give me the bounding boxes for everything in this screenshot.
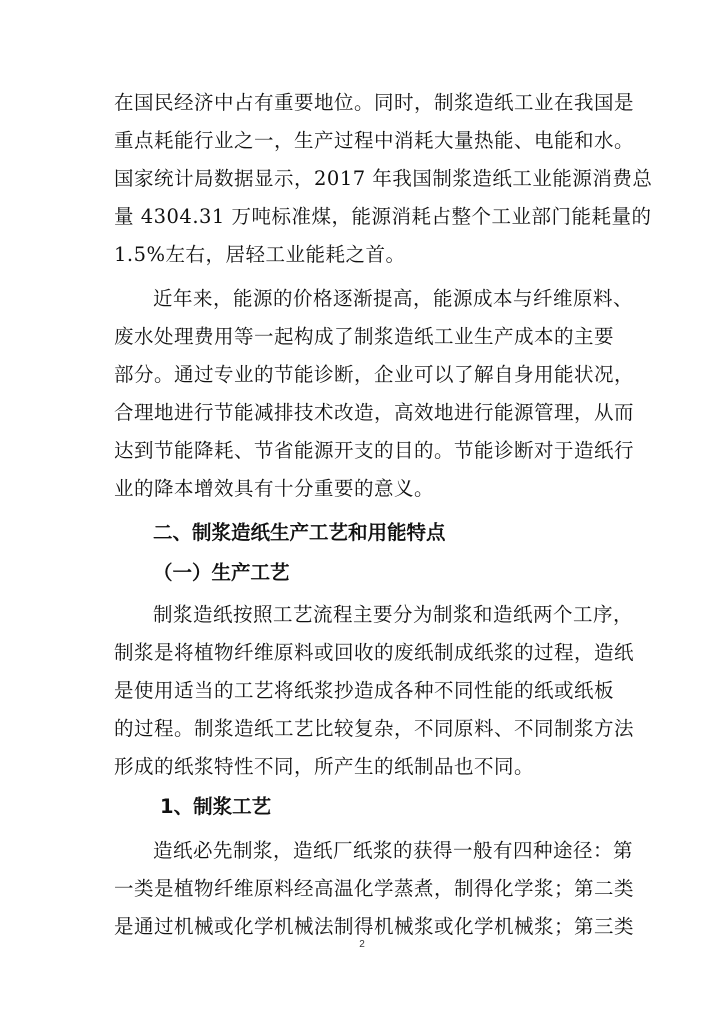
paragraph-line: 造纸必先制浆，造纸厂纸浆的获得一般有四种途径：第 — [153, 839, 634, 862]
paragraph-line: 合理地进行节能减排技术改造，高效地进行能源管理，从而 — [114, 401, 635, 424]
paragraph-line: 国家统计局数据显示，2017 年我国制浆造纸工业能源消费总 — [114, 167, 653, 190]
paragraph-line: 是使用适当的工艺将纸浆抄造成各种不同性能的纸或纸板 — [114, 679, 615, 702]
paragraph-line: 的过程。制浆造纸工艺比较复杂，不同原料、不同制浆方法 — [114, 717, 635, 740]
paragraph-line: 废水处理费用等一起构成了制浆造纸工业生产成本的主要 — [114, 325, 615, 348]
paragraph-line: 部分。通过专业的节能诊断，企业可以了解自身用能状况， — [114, 363, 635, 386]
page-number: 2 — [359, 939, 365, 950]
section-heading: 二、制浆造纸生产工艺和用能特点 — [153, 521, 446, 544]
paragraph-line: 在国民经济中占有重要地位。同时，制浆造纸工业在我国是 — [114, 91, 635, 114]
paragraph-line: 1.5%左右，居轻工业能耗之首。 — [114, 243, 406, 266]
paragraph-line: 一类是植物纤维原料经高温化学蒸煮，制得化学浆；第二类 — [114, 877, 635, 900]
subsection-heading: 1、制浆工艺 — [160, 795, 272, 818]
paragraph-line: 是通过机械或化学机械法制得机械浆或化学机械浆；第三类 — [114, 915, 635, 938]
paragraph-line: 近年来，能源的价格逐渐提高，能源成本与纤维原料、 — [153, 287, 634, 310]
paragraph-line: 制浆是将植物纤维原料或回收的废纸制成纸浆的过程，造纸 — [114, 641, 635, 664]
paragraph-line: 重点耗能行业之一，生产过程中消耗大量热能、电能和水。 — [114, 129, 635, 152]
subsection-heading: （一）生产工艺 — [153, 561, 290, 584]
paragraph-line: 制浆造纸按照工艺流程主要分为制浆和造纸两个工序， — [153, 603, 634, 626]
paragraph-line: 业的降本增效具有十分重要的意义。 — [114, 477, 435, 500]
paragraph-line: 达到节能降耗、节省能源开支的目的。节能诊断对于造纸行 — [114, 439, 635, 462]
paragraph-line: 量 4304.31 万吨标准煤，能源消耗占整个工业部门能耗量的 — [114, 205, 652, 228]
paragraph-line: 形成的纸浆特性不同，所产生的纸制品也不同。 — [114, 755, 535, 778]
